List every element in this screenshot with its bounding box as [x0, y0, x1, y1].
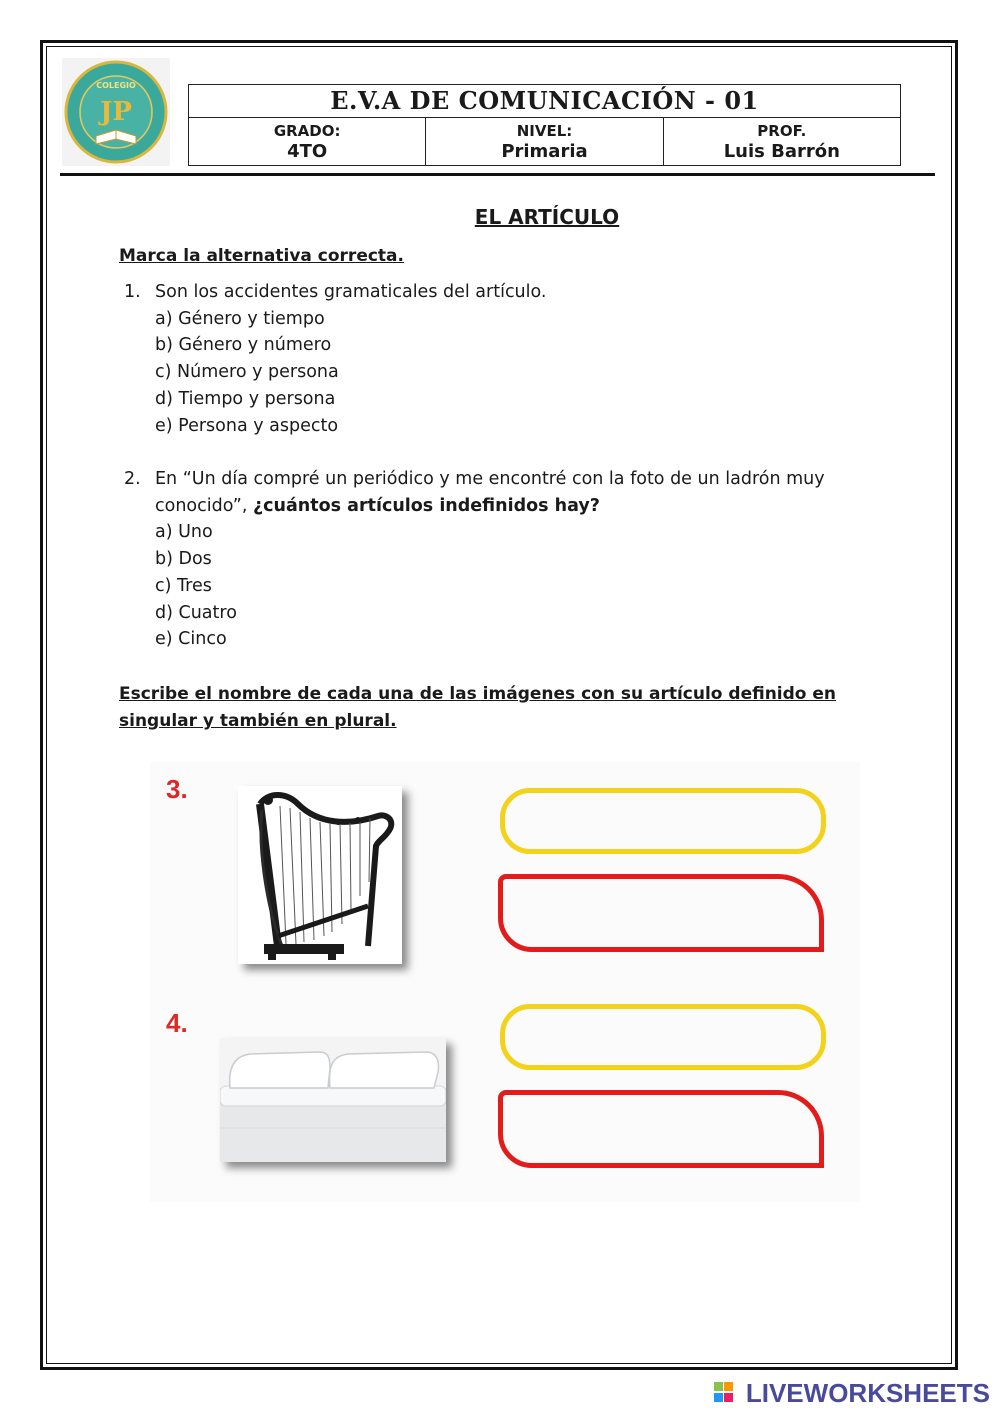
singular-answer-box-3[interactable]	[500, 788, 826, 854]
question-text-plain: conocido”,	[155, 495, 253, 516]
instruction-multiple-choice: Marca la alternativa correcta.	[119, 246, 404, 266]
liveworksheets-logo-icon	[714, 1382, 744, 1404]
question-number: 1.	[124, 282, 141, 302]
grade-cell	[189, 118, 426, 166]
option-d[interactable]: d) Tiempo y persona	[155, 388, 336, 409]
plural-answer-box-3[interactable]	[498, 874, 824, 952]
option-e[interactable]: e) Persona y aspecto	[155, 415, 339, 436]
option-a[interactable]: a) Género y tiempo	[155, 308, 325, 329]
section-title-wrap	[0, 205, 1000, 229]
option-c[interactable]: c) Número y persona	[155, 362, 339, 383]
image-exercise-area	[150, 762, 860, 1202]
instruction-line1: Escribe el nombre de cada una de las imágenes con su artículo definido en	[119, 684, 837, 704]
harp-icon	[238, 786, 402, 964]
bed-icon	[220, 1038, 446, 1162]
harp-image	[238, 786, 402, 964]
exercise-number-4: 4.	[166, 1008, 188, 1038]
teacher-value: Luis Barrón	[723, 141, 840, 162]
grade-label: GRADO:	[273, 122, 341, 140]
header-table	[188, 84, 901, 166]
option-d[interactable]: d) Cuatro	[155, 602, 237, 623]
exam-title: E.V.A DE COMUNICACIÓN - 01	[189, 85, 900, 118]
logo-text: COLEGIO	[96, 81, 136, 90]
exercise-number-3: 3.	[166, 774, 188, 804]
brand-text: LIVEWORKSHEETS	[745, 1377, 990, 1408]
section-title: EL ARTÍCULO	[474, 205, 620, 229]
header-info-row	[189, 118, 900, 166]
grade-value: 4TO	[287, 141, 328, 162]
question-text-line2	[155, 493, 825, 520]
school-logo	[62, 58, 170, 166]
bed-image	[220, 1038, 446, 1162]
header-divider	[60, 173, 935, 176]
option-b[interactable]: b) Género y número	[155, 335, 332, 356]
instruction-line2: singular y también en plural.	[119, 711, 397, 731]
option-c[interactable]: c) Tres	[155, 575, 212, 596]
question-text: Son los accidentes gramaticales del artículo.	[155, 282, 547, 302]
singular-answer-box-4[interactable]	[500, 1004, 826, 1070]
level-cell	[426, 118, 663, 166]
level-label: NIVEL:	[516, 122, 573, 140]
instruction-write-names	[119, 681, 836, 735]
question-number: 2.	[124, 469, 141, 489]
level-value: Primaria	[501, 141, 588, 162]
question-text-line1: En “Un día compré un periódico y me encontré con la foto de un ladrón muy	[155, 469, 825, 489]
logo-monogram: JP	[100, 97, 132, 127]
teacher-cell	[664, 118, 900, 166]
plural-answer-box-4[interactable]	[498, 1090, 824, 1168]
liveworksheets-brand	[714, 1378, 990, 1408]
option-a[interactable]: a) Uno	[155, 522, 213, 543]
question-prompt: ¿cuántos artículos indefinidos hay?	[253, 495, 600, 516]
teacher-label: PROF.	[757, 122, 807, 140]
option-e[interactable]: e) Cinco	[155, 629, 227, 650]
option-b[interactable]: b) Dos	[155, 549, 212, 570]
